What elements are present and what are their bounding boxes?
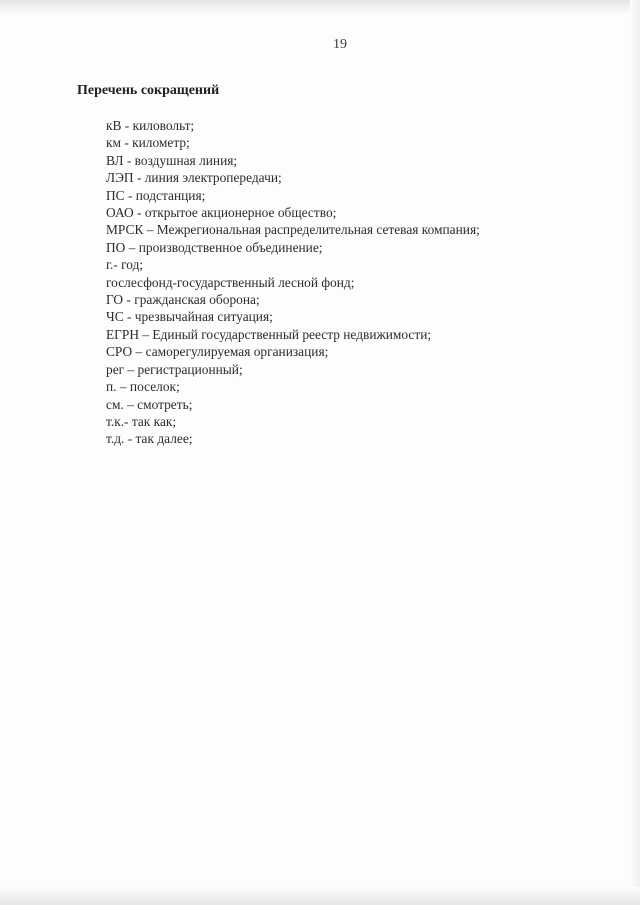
- abbreviation-list: [106, 117, 480, 448]
- page-number: 19: [333, 37, 347, 52]
- abbreviation-item: п. – поселок;: [106, 379, 180, 395]
- abbreviation-item: ЧС - чрезвычайная ситуация;: [106, 309, 273, 325]
- abbreviation-item: т.к.- так как;: [106, 413, 177, 429]
- abbreviation-item: рег – регистрационный;: [106, 361, 243, 377]
- abbreviation-item: км - километр;: [106, 135, 190, 151]
- abbreviation-item: гослесфонд-государственный лесной фонд;: [106, 274, 355, 290]
- scan-bottom-edge: [0, 887, 640, 905]
- scan-top-edge: [0, 0, 640, 14]
- abbreviation-item: ПС - подстанция;: [106, 187, 206, 203]
- abbreviation-item: г.- год;: [106, 257, 144, 273]
- scan-right-edge: [630, 0, 640, 905]
- abbreviation-item: т.д. - так далее;: [106, 431, 193, 447]
- abbreviation-item: ВЛ - воздушная линия;: [106, 152, 238, 168]
- page-heading: Перечень сокращений: [77, 83, 220, 98]
- abbreviation-item: см. – смотреть;: [106, 396, 193, 412]
- abbreviation-item: ОАО - открытое акционерное общество;: [106, 205, 337, 221]
- abbreviation-item: ЕГРН – Единый государственный реестр недвижимости;: [106, 326, 432, 342]
- abbreviation-item: ГО - гражданская оборона;: [106, 292, 260, 308]
- abbreviation-item: кВ - киловольт;: [106, 118, 195, 133]
- abbreviation-item: СРО – саморегулируемая организация;: [106, 344, 329, 360]
- abbreviation-item: МРСК – Межрегиональная распределительная сетевая компания;: [106, 222, 480, 238]
- abbreviation-item: ЛЭП - линия электропередачи;: [106, 170, 282, 186]
- abbreviation-item: ПО – производственное объединение;: [106, 239, 323, 255]
